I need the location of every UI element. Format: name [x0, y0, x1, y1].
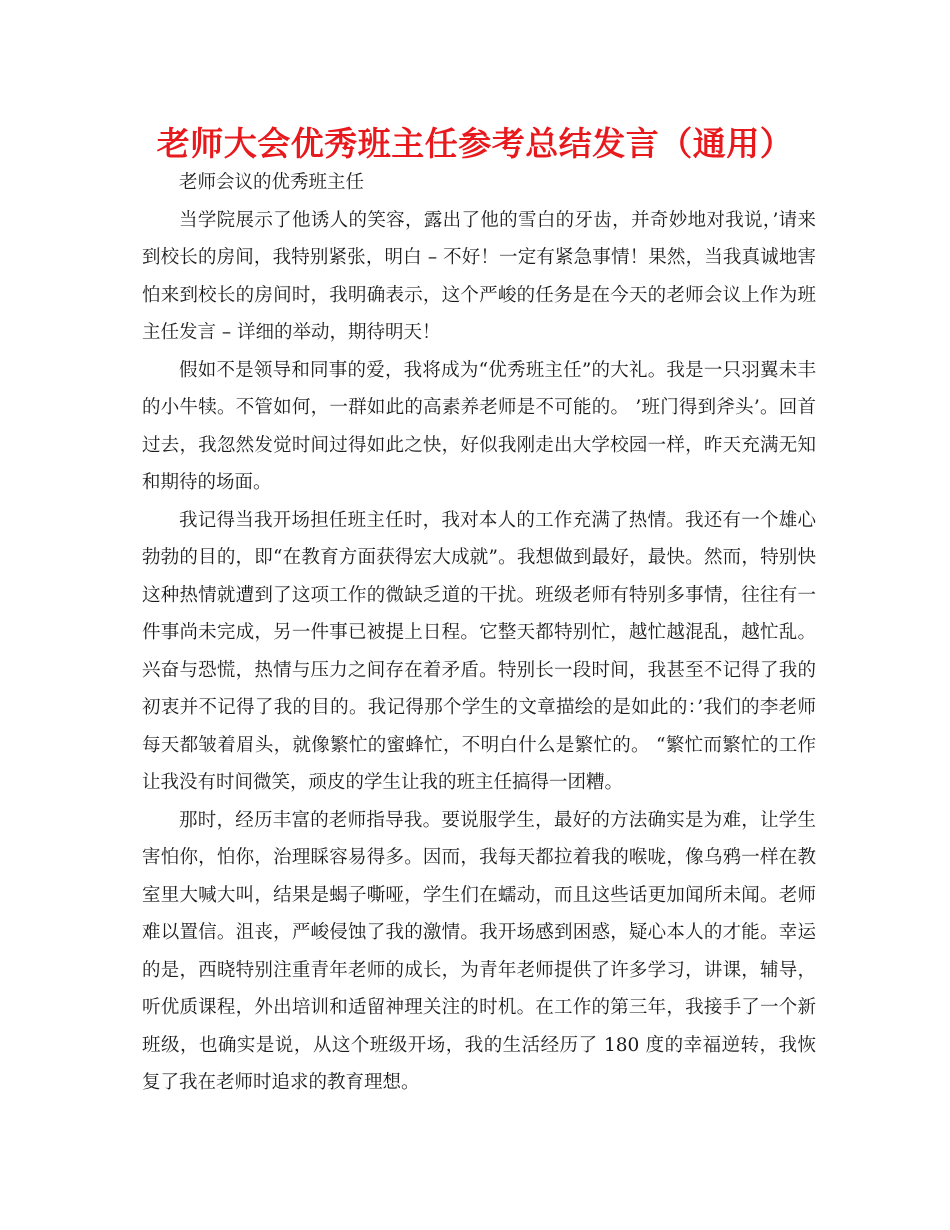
paragraph: 那时，经历丰富的老师指导我。要说服学生，最好的方法确实是为难，让学生害怕你，怕你，治理睬容易得多。因而，我每天都拉着我的喉咙，像乌鸦一样在教室里大喊大叫，结果是蝎子嘶哑，学生们在蠕动，而且这些话更加闻所未闻。老师难以置信。沮丧，严峻侵蚀了我的激情。我开场感到困惑，疑心本人的才能。幸运的是，西晓特别注重青年老师的成长，为青年老师提供了许多学习，讲课，辅导，听优质课程，外出培训和适留神理关注的时机。在工作的第三年，我接手了一个新班级，也确实是说，从这个班级开场，我的生活经历了 180 度的幸福逆转，我恢复了我在老师时追求的教育理想。: [142, 809, 816, 1093]
paragraph: 我记得当我开场担任班主任时，我对本人的工作充满了热情。我还有一个雄心勃勃的目的，即“在教育方面获得宏大成就”。我想做到最好，最快。然而，特别快这种热情就遭到了这项工作的微缺乏道的干扰。班级老师有特别多事情，往往有一件事尚未完成，另一件事已被提上日程。它整天都特别忙，越忙越混乱，越忙乱。兴奋与恐慌，热情与压力之间存在着矛盾。特别长一段时间，我甚至不记得了我的初衷并不记得了我的目的。我记得那个学生的文章描绘的是如此的：’我们的李老师每天都皱着眉头，就像繁忙的蜜蜂忙，不明白什么是繁忙的。 “繁忙而繁忙的工作让我没有时间微笑，顽皮的学生让我的班主任搞得一团糟。: [142, 509, 816, 793]
document-subtitle: 老师会议的优秀班主任: [179, 172, 365, 193]
document-body: [142, 164, 816, 1102]
document-title: 老师大会优秀班主任参考总结发言（通用）: [156, 124, 794, 163]
paragraph: 假如不是领导和同事的爱，我将成为“优秀班主任”的大礼。我是一只羽翼未丰的小牛犊。不管如何，一群如此的高素养老师是不可能的。 ’班门得到斧头’。回首过去，我忽然发觉时间过得如此之快，好似我刚走出大学校园一样，昨天充满无知和期待的场面。: [142, 359, 816, 493]
paragraph: 当学院展示了他诱人的笑容，露出了他的雪白的牙齿，并奇妙地对我说，’请来到校长的房间，我特别紧张，明白 – 不好！一定有紧急事情！果然，当我真诚地害怕来到校长的房间时，我明确表示，这个严峻的任务是在今天的老师会议上作为班主任发言 – 详细的举动，期待明天！: [142, 209, 816, 343]
